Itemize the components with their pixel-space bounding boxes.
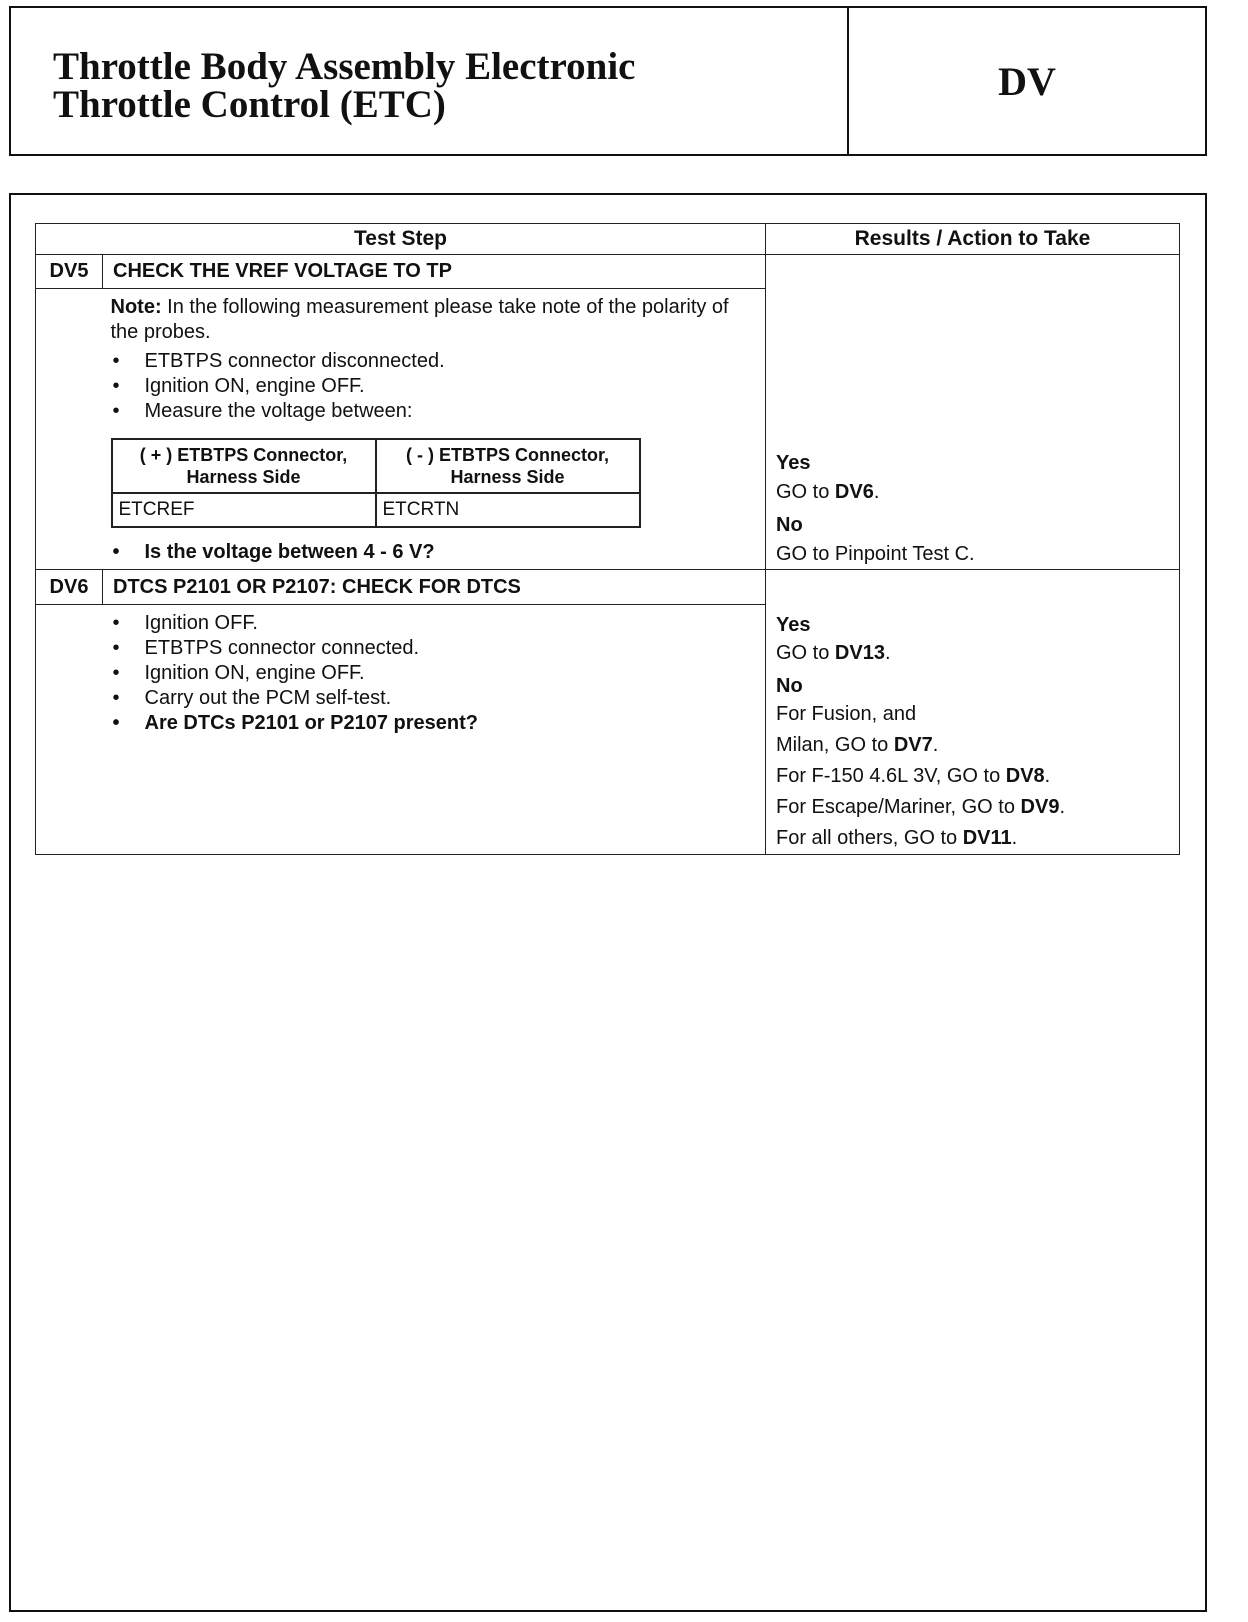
- list-item: • Measure the voltage between:: [111, 399, 756, 424]
- yes-action-end: .: [873, 481, 880, 503]
- no-action-end: .: [1059, 796, 1065, 818]
- step-title-row: [36, 255, 1180, 289]
- no-label: No: [776, 675, 803, 697]
- table-header-row: [36, 224, 1180, 255]
- step-body: [103, 605, 766, 855]
- page-header: [9, 6, 1207, 156]
- dv8-link[interactable]: DV8: [1005, 765, 1045, 787]
- test-step-table: [35, 223, 1180, 855]
- step-question: • Are DTCs P2101 or P2107 present?: [111, 711, 756, 736]
- section-code: DV: [998, 58, 1056, 104]
- instruction-list: [111, 349, 756, 424]
- dv11-link[interactable]: DV11: [962, 827, 1012, 849]
- no-action-text: For all others, GO to: [776, 827, 963, 849]
- note-text: In the following measurement please take note of the polarity of the probes.: [110, 296, 729, 343]
- question-list: [111, 540, 756, 565]
- step-title-row: [36, 570, 1180, 605]
- step-body-spacer: [36, 605, 103, 855]
- yes-target-link[interactable]: DV13: [834, 642, 885, 664]
- title-line-2: Throttle Control (ETC): [53, 83, 446, 126]
- yes-label: Yes: [776, 614, 811, 636]
- title-cell: [11, 8, 849, 154]
- list-item: • ETBTPS connector disconnected.: [111, 349, 756, 374]
- no-action: GO to Pinpoint Test C.: [776, 543, 975, 565]
- no-action-text: Milan, GO to: [776, 734, 894, 756]
- col-header-results: Results / Action to Take: [766, 224, 1180, 255]
- no-action-line-2: [776, 730, 1169, 761]
- positive-probe-value: ETCREF: [112, 493, 376, 527]
- positive-probe-header: ( + ) ETBTPS Connector, Harness Side: [112, 439, 376, 493]
- measurement-value-row: [112, 493, 640, 527]
- list-item: • Ignition OFF.: [111, 611, 756, 636]
- col-header-test-step: Test Step: [36, 224, 766, 255]
- no-action-line-5: [776, 823, 1169, 854]
- note-label: Note:: [110, 296, 162, 318]
- step-body: [103, 289, 766, 570]
- no-action-text: For F-150 4.6L 3V, GO to: [776, 765, 1006, 787]
- step-title: CHECK THE VREF VOLTAGE TO TP: [103, 255, 766, 289]
- title-line-1: Throttle Body Assembly Electronic: [53, 45, 636, 88]
- list-item: • ETBTPS connector connected.: [111, 636, 756, 661]
- no-action-line-3: [776, 761, 1169, 792]
- measurement-table: [111, 438, 641, 528]
- yes-label: Yes: [776, 452, 811, 474]
- instruction-list: [111, 611, 756, 736]
- no-action-line-1: For Fusion, and: [776, 703, 917, 725]
- negative-probe-header: ( - ) ETBTPS Connector, Harness Side: [376, 439, 640, 493]
- list-item: • Ignition ON, engine OFF.: [111, 374, 756, 399]
- yes-action: [776, 478, 1169, 507]
- no-action-end: .: [932, 734, 939, 756]
- no-label: No: [776, 514, 803, 536]
- step-question: • Is the voltage between 4 - 6 V?: [111, 540, 756, 565]
- list-item: • Ignition ON, engine OFF.: [111, 661, 756, 686]
- no-action-text: For Escape/Mariner, GO to: [776, 796, 1021, 818]
- step-title: DTCS P2101 OR P2107: CHECK FOR DTCS: [103, 570, 766, 605]
- no-action-line-4: [776, 792, 1169, 823]
- no-action-end: .: [1044, 765, 1051, 787]
- no-action-end: .: [1011, 827, 1018, 849]
- page-title: [53, 45, 636, 126]
- dv9-link[interactable]: DV9: [1020, 796, 1060, 818]
- yes-action-text: GO to: [776, 481, 835, 503]
- step-body-spacer: [36, 289, 103, 570]
- note: [111, 295, 756, 345]
- yes-action: [776, 638, 1169, 669]
- step-results: [766, 570, 1180, 855]
- dv7-link[interactable]: DV7: [893, 734, 933, 756]
- step-results: [766, 255, 1180, 570]
- step-id: DV6: [36, 570, 103, 605]
- yes-action-end: .: [884, 642, 891, 664]
- negative-probe-value: ETCRTN: [376, 493, 640, 527]
- measurement-header-row: [112, 439, 640, 493]
- yes-action-text: GO to: [776, 642, 835, 664]
- yes-target-link[interactable]: DV6: [834, 481, 874, 503]
- step-id: DV5: [36, 255, 103, 289]
- list-item: • Carry out the PCM self-test.: [111, 686, 756, 711]
